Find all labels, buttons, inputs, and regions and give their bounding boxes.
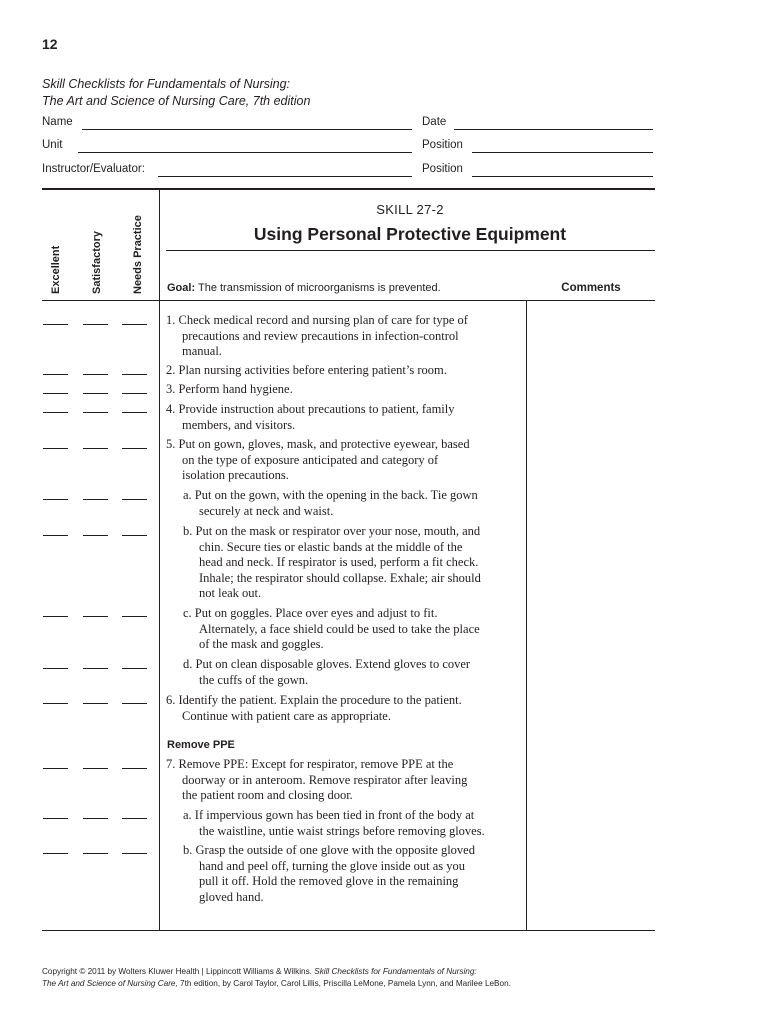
goal-statement xyxy=(167,282,441,294)
skill-number: SKILL 27-2 xyxy=(376,202,444,217)
satisfactory-blank[interactable] xyxy=(83,499,108,500)
footer-line-2 xyxy=(42,978,511,990)
instructor-label: Instructor/Evaluator: xyxy=(42,163,145,175)
needs-practice-blank[interactable] xyxy=(122,374,147,375)
rating-header-satisfactory: Satisfactory xyxy=(91,231,103,294)
satisfactory-blank[interactable] xyxy=(83,818,108,819)
step-line: gloved hand. xyxy=(199,889,264,904)
excellent-blank[interactable] xyxy=(43,818,68,819)
satisfactory-blank[interactable] xyxy=(83,535,108,536)
needs-practice-blank[interactable] xyxy=(122,818,147,819)
needs-practice-blank[interactable] xyxy=(122,768,147,769)
step-5d xyxy=(183,657,470,688)
needs-practice-blank[interactable] xyxy=(122,448,147,449)
excellent-blank[interactable] xyxy=(43,703,68,704)
step-7a xyxy=(183,808,485,839)
step-line: 7. Remove PPE: Except for respirator, remove PPE at the xyxy=(166,757,454,771)
unit-field[interactable] xyxy=(42,139,412,155)
position-label-2: Position xyxy=(422,163,463,175)
footer-book-title-1: Skill Checklists for Fundamentals of Nursing: xyxy=(314,967,477,976)
needs-practice-blank[interactable] xyxy=(122,412,147,413)
instructor-line xyxy=(158,176,412,177)
excellent-blank[interactable] xyxy=(43,853,68,854)
date-label: Date xyxy=(422,116,447,128)
step-line: b. Grasp the outside of one glove with the opposite gloved xyxy=(183,843,475,857)
satisfactory-blank[interactable] xyxy=(83,616,108,617)
step-line: chin. Secure ties or elastic bands at the middle of the xyxy=(199,539,463,554)
rating-header-excellent: Excellent xyxy=(50,245,62,294)
step-line: Alternately, a face shield could be used to take the place xyxy=(199,621,480,636)
goal-label: Goal: xyxy=(167,282,196,294)
step-line: c. Put on goggles. Place over eyes and adjust to fit. xyxy=(183,606,438,620)
satisfactory-blank[interactable] xyxy=(83,448,108,449)
needs-practice-blank[interactable] xyxy=(122,668,147,669)
step-line: 1. Check medical record and nursing plan of care for type of xyxy=(166,313,468,327)
title-underline xyxy=(166,250,655,251)
name-label: Name xyxy=(42,116,73,128)
position-field-1[interactable] xyxy=(422,139,653,155)
satisfactory-blank[interactable] xyxy=(83,703,108,704)
page-number: 12 xyxy=(42,36,58,52)
step-line: d. Put on clean disposable gloves. Extend gloves to cover xyxy=(183,657,471,671)
comments-column-divider xyxy=(526,301,527,930)
step-line: head and neck. If respirator is used, perform a fit check. xyxy=(199,555,479,569)
step-line: the waistline, untie waist strings before removing gloves. xyxy=(199,823,485,838)
excellent-blank[interactable] xyxy=(43,535,68,536)
excellent-blank[interactable] xyxy=(43,768,68,769)
footer-suffix: 7th edition, by Carol Taylor, Carol Lillis, Priscilla LeMone, Pamela Lynn, and Marilee LeBon. xyxy=(177,978,511,988)
excellent-blank[interactable] xyxy=(43,448,68,449)
step-line: precautions and review precautions in infection-control xyxy=(182,328,459,343)
date-field[interactable] xyxy=(422,116,653,132)
step-line: b. Put on the mask or respirator over your nose, mouth, and xyxy=(183,524,481,538)
step-5b xyxy=(183,524,481,602)
step-3 xyxy=(166,382,293,398)
position-line-2 xyxy=(472,176,653,177)
step-line: 4. Provide instruction about precautions to patient, family xyxy=(166,402,455,416)
comments-header: Comments xyxy=(561,282,621,294)
table-top-rule xyxy=(42,188,655,190)
satisfactory-blank[interactable] xyxy=(83,412,108,413)
excellent-blank[interactable] xyxy=(43,499,68,500)
excellent-blank[interactable] xyxy=(43,616,68,617)
position-label-1: Position xyxy=(422,139,463,151)
step-6 xyxy=(166,693,462,724)
step-line: 5. Put on gown, gloves, mask, and protective eyewear, based xyxy=(166,437,470,451)
step-line: not leak out. xyxy=(199,586,262,600)
header-bottom-rule xyxy=(42,300,655,301)
satisfactory-blank[interactable] xyxy=(83,393,108,394)
footer-prefix: Copyright © 2011 by Wolters Kluwer Health | Lippincott Williams & Wilkins. xyxy=(42,967,315,976)
step-line: hand and peel off, turning the glove inside out as you xyxy=(199,858,466,873)
step-7 xyxy=(166,757,467,804)
instructor-field[interactable] xyxy=(42,163,412,179)
excellent-blank[interactable] xyxy=(43,393,68,394)
needs-practice-blank[interactable] xyxy=(122,535,147,536)
goal-text: The transmission of microorganisms is prevented. xyxy=(195,282,441,294)
step-line: on the type of exposure anticipated and category of xyxy=(182,452,439,467)
needs-practice-blank[interactable] xyxy=(122,853,147,854)
step-line: the patient room and closing door. xyxy=(182,788,353,802)
skill-title: Using Personal Protective Equipment xyxy=(253,224,567,244)
step-1 xyxy=(166,313,468,360)
needs-practice-blank[interactable] xyxy=(122,703,147,704)
rating-header-needs-practice: Needs Practice xyxy=(132,215,144,294)
step-line: members, and visitors. xyxy=(182,417,296,432)
step-line: the cuffs of the gown. xyxy=(199,672,309,687)
step-line: pull it off. Hold the removed glove in the remaining xyxy=(199,874,459,888)
copyright-footer xyxy=(42,966,511,989)
step-2 xyxy=(166,363,447,379)
step-line: isolation precautions. xyxy=(182,468,289,482)
step-line: 6. Identify the patient. Explain the procedure to the patient. xyxy=(166,693,462,707)
unit-label: Unit xyxy=(42,139,63,151)
name-line xyxy=(82,129,412,130)
step-line: of the mask and goggles. xyxy=(199,637,324,651)
footer-line-1 xyxy=(42,966,511,978)
satisfactory-blank[interactable] xyxy=(83,668,108,669)
table-bottom-rule xyxy=(42,930,655,931)
excellent-blank[interactable] xyxy=(43,374,68,375)
book-title xyxy=(42,76,310,110)
step-5a xyxy=(183,488,478,519)
needs-practice-blank[interactable] xyxy=(122,324,147,325)
unit-line xyxy=(78,152,412,153)
step-5c xyxy=(183,606,480,653)
name-field[interactable] xyxy=(42,116,412,132)
step-line: 3. Perform hand hygiene. xyxy=(166,382,293,396)
step-line: a. If impervious gown has been tied in front of the body at xyxy=(183,808,475,822)
needs-practice-blank[interactable] xyxy=(122,499,147,500)
excellent-blank[interactable] xyxy=(43,324,68,325)
satisfactory-blank[interactable] xyxy=(83,768,108,769)
step-line: Inhale; the respirator should collapse. Exhale; air should xyxy=(199,570,481,585)
step-line: Continue with patient care as appropriate. xyxy=(182,708,391,723)
excellent-blank[interactable] xyxy=(43,668,68,669)
footer-book-title-2: The Art and Science of Nursing Care, xyxy=(42,978,178,988)
step-5 xyxy=(166,437,470,484)
section-heading-remove-ppe: Remove PPE xyxy=(167,739,235,751)
step-line: doorway or in anteroom. Remove respirator after leaving xyxy=(182,772,468,787)
position-field-2[interactable] xyxy=(422,163,653,179)
satisfactory-blank[interactable] xyxy=(83,374,108,375)
date-line xyxy=(454,129,653,130)
satisfactory-blank[interactable] xyxy=(83,324,108,325)
needs-practice-blank[interactable] xyxy=(122,393,147,394)
step-4 xyxy=(166,402,454,433)
satisfactory-blank[interactable] xyxy=(83,853,108,854)
excellent-blank[interactable] xyxy=(43,412,68,413)
step-line: manual. xyxy=(182,344,222,358)
step-line: 2. Plan nursing activities before entering patient’s room. xyxy=(166,363,447,377)
step-line: a. Put on the gown, with the opening in the back. Tie gown xyxy=(183,488,478,502)
book-title-line-1: Skill Checklists for Fundamentals of Nursing: xyxy=(42,77,291,91)
needs-practice-blank[interactable] xyxy=(122,616,147,617)
step-line: securely at neck and waist. xyxy=(199,503,334,518)
position-line-1 xyxy=(472,152,653,153)
step-7b xyxy=(183,843,475,905)
book-title-line-2: The Art and Science of Nursing Care, 7th edition xyxy=(42,94,311,108)
